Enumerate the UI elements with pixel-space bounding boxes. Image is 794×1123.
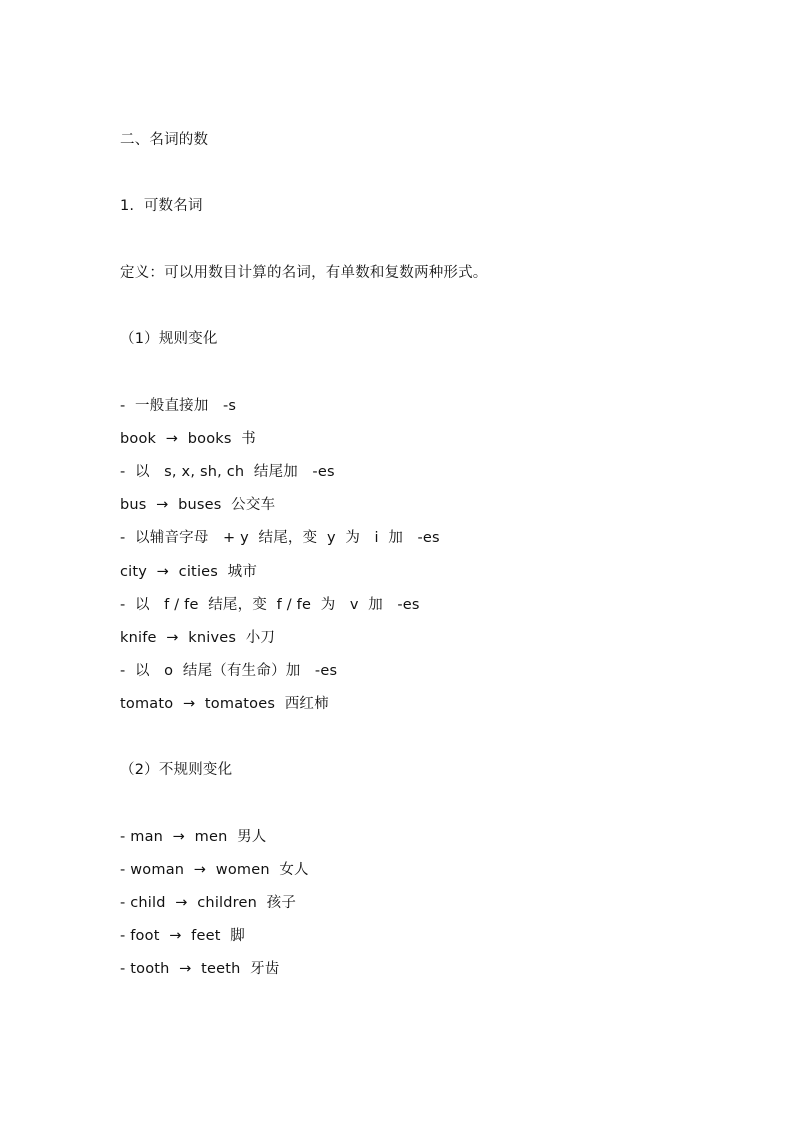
- regular-example-5: tomato → tomatoes 西红柿: [120, 696, 329, 712]
- irregular-title: （2）不规则变化: [120, 762, 233, 778]
- irregular-example-5: - tooth → teeth 牙齿: [120, 961, 280, 977]
- definition-text: 定义：可以用数目计算的名词，有单数和复数两种形式。: [120, 265, 488, 281]
- regular-example-3: city → cities 城市: [120, 564, 258, 580]
- section-heading: 二、名词的数: [120, 132, 209, 148]
- regular-example-2: bus → buses 公交车: [120, 497, 276, 513]
- regular-example-4: knife → knives 小刀: [120, 630, 276, 646]
- irregular-example-3: - child → children 孩子: [120, 895, 297, 911]
- regular-rule-2: - 以 s, x, sh, ch 结尾加 -es: [120, 464, 335, 480]
- regular-example-1: book → books 书: [120, 431, 256, 447]
- regular-rule-4: - 以 f / fe 结尾，变 f / fe 为 v 加 -es: [120, 597, 420, 613]
- subsection-heading: 1. 可数名词: [120, 198, 203, 214]
- irregular-example-1: - man → men 男人: [120, 829, 267, 845]
- regular-rule-5: - 以 o 结尾（有生命）加 -es: [120, 663, 338, 679]
- irregular-example-4: - foot → feet 脚: [120, 928, 245, 944]
- regular-rule-1: - 一般直接加 -s: [120, 398, 237, 414]
- regular-title: （1）规则变化: [120, 331, 218, 347]
- irregular-example-2: - woman → women 女人: [120, 862, 309, 878]
- regular-rule-3: - 以辅音字母 + y 结尾，变 y 为 i 加 -es: [120, 530, 440, 546]
